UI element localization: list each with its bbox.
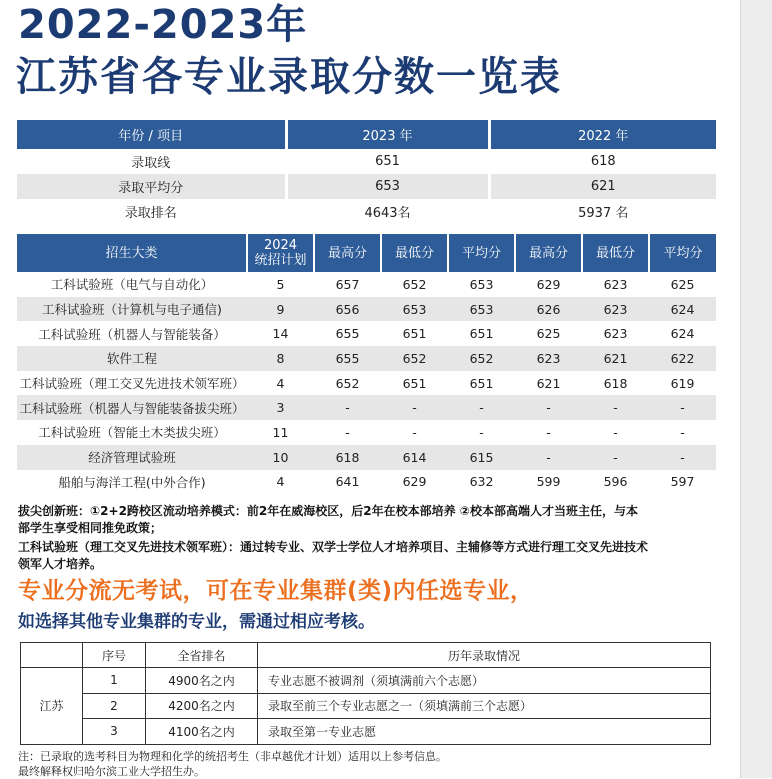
major-min-2022: 621 bbox=[582, 346, 649, 371]
major-name: 工科试验班（机器人与智能装备） bbox=[17, 321, 247, 346]
header-plan-year: 2024 bbox=[263, 238, 298, 253]
history-table bbox=[20, 642, 711, 745]
table-row bbox=[17, 321, 772, 346]
major-plan: 9 bbox=[247, 297, 314, 322]
major-min-2023: 652 bbox=[381, 272, 448, 297]
major-max-2023: - bbox=[314, 395, 381, 420]
header-min-2022: 最低分 bbox=[582, 234, 649, 272]
page-title-main: 江苏省各专业录取分数一览表 bbox=[16, 54, 562, 100]
major-max-2023: 655 bbox=[314, 321, 381, 346]
table-row bbox=[17, 420, 772, 445]
table-row bbox=[17, 395, 772, 420]
major-avg-2022: - bbox=[649, 420, 716, 445]
header-max-2023: 最高分 bbox=[314, 234, 381, 272]
summary-header-row bbox=[17, 120, 716, 149]
header-min-2023: 最低分 bbox=[381, 234, 448, 272]
history-desc: 专业志愿不被调剂（须填满前六个志愿） bbox=[258, 668, 711, 694]
summary-row-average bbox=[17, 174, 716, 199]
major-avg-2023: 652 bbox=[448, 346, 515, 371]
summary-value-2022: 621 bbox=[489, 174, 716, 199]
major-name: 软件工程 bbox=[17, 346, 247, 371]
history-rank: 4900名之内 bbox=[146, 668, 258, 694]
major-avg-2023: 651 bbox=[448, 371, 515, 396]
slogan-main: 专业分流无考试，可在专业集群(类)内任选专业， bbox=[18, 578, 534, 604]
major-avg-2023: - bbox=[448, 395, 515, 420]
summary-row-rank bbox=[17, 199, 716, 224]
major-min-2023: 651 bbox=[381, 371, 448, 396]
major-min-2023: 614 bbox=[381, 445, 448, 470]
majors-table bbox=[17, 234, 772, 494]
history-header-desc: 历年录取情况 bbox=[258, 643, 711, 668]
major-max-2023: 656 bbox=[314, 297, 381, 322]
major-avg-2023: 615 bbox=[448, 445, 515, 470]
footnote-line-2: 最终解释权归哈尔滨工业大学招生办。 bbox=[18, 765, 205, 778]
major-name: 经济管理试验班 bbox=[17, 445, 247, 470]
summary-label: 录取线 bbox=[17, 149, 286, 174]
major-max-2023: 641 bbox=[314, 470, 381, 495]
major-min-2023: 652 bbox=[381, 346, 448, 371]
major-avg-2022: 624 bbox=[649, 321, 716, 346]
major-avg-2023: 632 bbox=[448, 470, 515, 495]
major-avg-2022: - bbox=[649, 395, 716, 420]
note-line-3: 工科试验班（理工交叉先进技术领军班）：通过转专业、双学士学位人才培养项目、主辅修等方式进行理工交叉先进技术 bbox=[18, 540, 649, 554]
header-avg-2023: 平均分 bbox=[448, 234, 515, 272]
major-name: 工科试验班（智能土木类拔尖班） bbox=[17, 420, 247, 445]
table-row bbox=[17, 371, 772, 396]
header-plan bbox=[247, 234, 314, 272]
major-min-2023: 651 bbox=[381, 321, 448, 346]
major-plan: 3 bbox=[247, 395, 314, 420]
note-line-1: 拔尖创新班：①2+2跨校区流动培养模式：前2年在威海校区，后2年在校本部培养 ②校本部高端人才当班主任，与本 bbox=[18, 504, 638, 518]
summary-label: 录取平均分 bbox=[17, 174, 286, 199]
history-desc: 录取至前三个专业志愿之一（须填满前三个志愿） bbox=[258, 693, 711, 719]
table-row bbox=[21, 719, 711, 745]
major-max-2023: - bbox=[314, 420, 381, 445]
major-min-2023: 629 bbox=[381, 470, 448, 495]
history-rank: 4200名之内 bbox=[146, 693, 258, 719]
summary-table bbox=[17, 120, 716, 224]
major-max-2023: 655 bbox=[314, 346, 381, 371]
major-avg-2022: 622 bbox=[649, 346, 716, 371]
major-plan: 4 bbox=[247, 470, 314, 495]
major-avg-2023: - bbox=[448, 420, 515, 445]
header-avg-2022: 平均分 bbox=[649, 234, 716, 272]
major-plan: 14 bbox=[247, 321, 314, 346]
major-name: 船舶与海洋工程(中外合作) bbox=[17, 470, 247, 495]
major-plan: 10 bbox=[247, 445, 314, 470]
major-max-2022: 599 bbox=[515, 470, 582, 495]
major-max-2022: 626 bbox=[515, 297, 582, 322]
major-max-2023: 652 bbox=[314, 371, 381, 396]
major-name: 工科试验班（计算机与电子通信) bbox=[17, 297, 247, 322]
major-min-2022: 623 bbox=[582, 321, 649, 346]
major-avg-2022: 619 bbox=[649, 371, 716, 396]
majors-header-row bbox=[17, 234, 772, 272]
major-max-2023: 657 bbox=[314, 272, 381, 297]
summary-value-2023: 651 bbox=[286, 149, 489, 174]
major-avg-2022: 625 bbox=[649, 272, 716, 297]
major-min-2023: 653 bbox=[381, 297, 448, 322]
summary-value-2022: 5937 名 bbox=[489, 199, 716, 224]
table-row bbox=[17, 346, 772, 371]
major-max-2022: 621 bbox=[515, 371, 582, 396]
major-avg-2023: 651 bbox=[448, 321, 515, 346]
header-max-2022: 最高分 bbox=[515, 234, 582, 272]
history-index: 3 bbox=[83, 719, 146, 745]
major-name: 工科试验班（理工交叉先进技术领军班） bbox=[17, 371, 247, 396]
page-title-year: 2022-2023年 bbox=[18, 2, 308, 48]
major-min-2022: 618 bbox=[582, 371, 649, 396]
major-max-2022: 625 bbox=[515, 321, 582, 346]
table-row bbox=[17, 272, 772, 297]
history-header-blank bbox=[21, 643, 83, 668]
history-header-rank: 全省排名 bbox=[146, 643, 258, 668]
summary-row-cutoff bbox=[17, 149, 716, 174]
history-desc: 录取至第一专业志愿 bbox=[258, 719, 711, 745]
major-max-2022: 623 bbox=[515, 346, 582, 371]
major-plan: 5 bbox=[247, 272, 314, 297]
major-max-2022: - bbox=[515, 445, 582, 470]
summary-label: 录取排名 bbox=[17, 199, 286, 224]
summary-header-2022: 2022 年 bbox=[489, 120, 716, 149]
header-plan-label: 统招计划 bbox=[254, 253, 307, 268]
major-min-2022: - bbox=[582, 420, 649, 445]
history-index: 1 bbox=[83, 668, 146, 694]
history-province: 江苏 bbox=[21, 668, 83, 745]
history-header-index: 序号 bbox=[83, 643, 146, 668]
major-avg-2023: 653 bbox=[448, 297, 515, 322]
summary-header-item: 年份 / 项目 bbox=[17, 120, 286, 149]
major-plan: 11 bbox=[247, 420, 314, 445]
table-row bbox=[21, 668, 711, 694]
major-min-2022: 596 bbox=[582, 470, 649, 495]
history-rank: 4100名之内 bbox=[146, 719, 258, 745]
major-max-2023: 618 bbox=[314, 445, 381, 470]
history-header-row bbox=[21, 643, 711, 668]
slogan-sub: 如选择其他专业集群的专业，需通过相应考核。 bbox=[18, 612, 375, 632]
major-min-2022: 623 bbox=[582, 297, 649, 322]
summary-value-2022: 618 bbox=[489, 149, 716, 174]
summary-value-2023: 4643名 bbox=[286, 199, 489, 224]
major-avg-2023: 653 bbox=[448, 272, 515, 297]
table-row bbox=[21, 693, 711, 719]
table-row bbox=[17, 297, 772, 322]
major-avg-2022: 624 bbox=[649, 297, 716, 322]
major-max-2022: - bbox=[515, 420, 582, 445]
major-plan: 8 bbox=[247, 346, 314, 371]
major-min-2023: - bbox=[381, 420, 448, 445]
summary-value-2023: 653 bbox=[286, 174, 489, 199]
note-line-2: 部学生享受相同推免政策； bbox=[18, 521, 163, 535]
major-name: 工科试验班（机器人与智能装备拔尖班） bbox=[17, 395, 247, 420]
footnote-line-1: 注：已录取的选考科目为物理和化学的统招考生（非卓越优才计划）适用以上参考信息。 bbox=[18, 750, 447, 763]
major-plan: 4 bbox=[247, 371, 314, 396]
table-row bbox=[17, 445, 772, 470]
header-category: 招生大类 bbox=[17, 234, 247, 272]
note-line-4: 领军人才培养。 bbox=[18, 557, 103, 571]
major-min-2022: - bbox=[582, 445, 649, 470]
summary-header-2023: 2023 年 bbox=[286, 120, 489, 149]
major-min-2022: - bbox=[582, 395, 649, 420]
major-max-2022: - bbox=[515, 395, 582, 420]
major-avg-2022: - bbox=[649, 445, 716, 470]
major-min-2023: - bbox=[381, 395, 448, 420]
history-index: 2 bbox=[83, 693, 146, 719]
table-row bbox=[17, 470, 772, 495]
major-avg-2022: 597 bbox=[649, 470, 716, 495]
major-min-2022: 623 bbox=[582, 272, 649, 297]
major-name: 工科试验班（电气与自动化） bbox=[17, 272, 247, 297]
major-max-2022: 629 bbox=[515, 272, 582, 297]
